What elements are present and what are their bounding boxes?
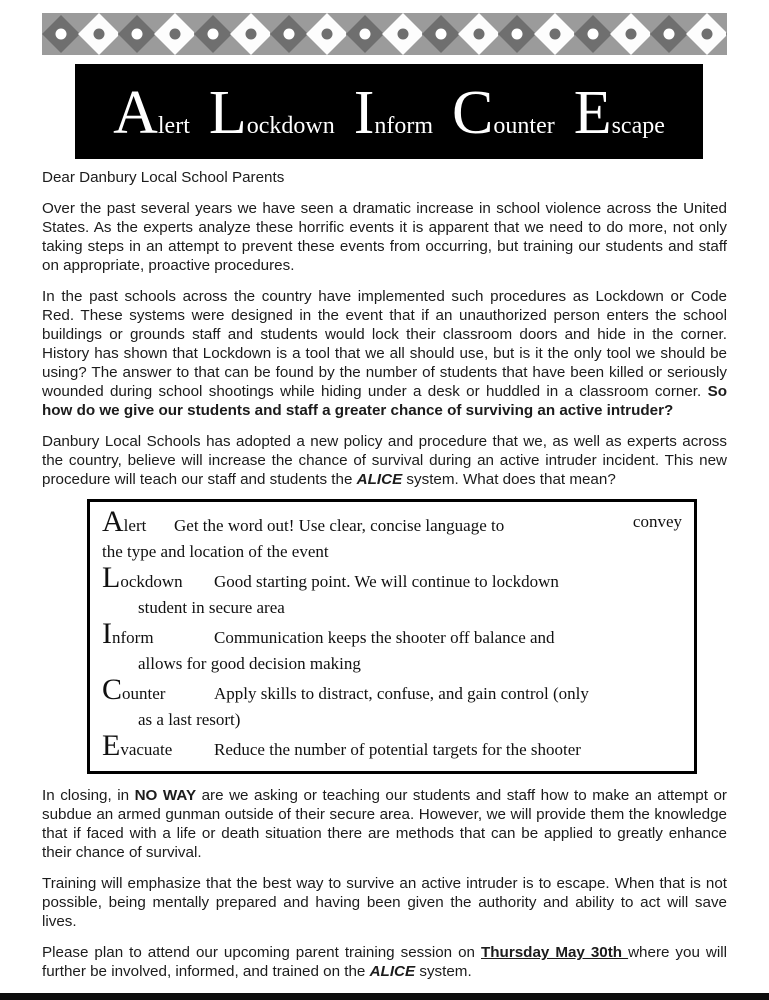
text-segment: are we asking or teaching our students and staff how to make an attempt or subdue an armed gunman outside of their secure area. However, we will provide them the knowledge that if faced with a life or death situation there are methods that can be applied to greatly enhance their chance of survival.: [42, 787, 727, 861]
letter-paragraph: [42, 786, 727, 862]
letter-paragraph: [42, 432, 727, 489]
text-segment: system. What does that mean?: [402, 471, 616, 488]
alice-box-continuation: as a last resort): [138, 710, 241, 729]
text-segment: where you will further be involved, informed, and trained on the: [42, 944, 727, 980]
alice-box-row: [102, 731, 682, 765]
alice-box-term: Counter: [102, 673, 166, 706]
banner-word: [113, 79, 190, 147]
letter-paragraphs-bottom: [42, 786, 727, 981]
alice-box-row: [102, 619, 682, 653]
salutation: Dear Danbury Local School Parents: [42, 169, 285, 186]
banner-word: [353, 79, 434, 147]
banner-word-rest: lert: [157, 113, 190, 139]
alice-box-row: [102, 507, 682, 541]
alice-box-row: [102, 675, 682, 709]
alice-box-description: Get the word out! Use clear, concise language to: [174, 516, 505, 535]
letter-paragraph: [42, 199, 727, 275]
text-segment: NO WAY: [134, 787, 197, 804]
letter-paragraph: [42, 874, 727, 931]
page-bottom-edge: [0, 993, 769, 1000]
text-segment: So how do we give our students and staff a greater chance of surviving an active intruder?: [42, 383, 727, 419]
alice-box-continuation: student in secure area: [138, 598, 285, 617]
alice-definition-box: [87, 499, 697, 774]
text-segment: Danbury Local Schools has adopted a new policy and procedure that we, as well as experts across the country, believe will increase the chance of survival during an active intruder incident. This new procedure will teach our staff and students the: [42, 433, 727, 488]
banner-word-capital: C: [452, 79, 494, 147]
alice-box-continuation: allows for good decision making: [138, 654, 361, 673]
text-segment: ALICE: [356, 471, 403, 488]
alice-box-description: Communication keeps the shooter off balance and: [214, 628, 555, 647]
alice-box-right-text: convey: [632, 512, 682, 531]
letter-paragraphs-top: [42, 199, 727, 489]
alice-box-term: Lockdown: [102, 561, 183, 594]
text-segment: In closing, in: [42, 787, 135, 804]
text-segment: Over the past several years we have seen a dramatic increase in school violence across the United States. As the experts analyze these horrific events it is apparent that we need to do more, not only taking steps in an attempt to prevent these events from occurring, but training our students and staff on appropriate, proactive procedures.: [42, 200, 727, 274]
banner-word: [573, 79, 665, 147]
diamond-pattern-icon: [42, 13, 727, 55]
alice-box-description: Apply skills to distract, confuse, and gain control (only: [214, 684, 589, 703]
letter-paragraph: [42, 943, 727, 981]
text-segment: Please plan to attend our upcoming parent training session on: [42, 944, 481, 961]
text-segment: Thursday May 30th: [480, 944, 629, 961]
alice-box-description: Reduce the number of potential targets for the shooter: [214, 740, 581, 759]
letter-body: [0, 168, 769, 981]
text-segment: ALICE: [369, 963, 416, 980]
banner-word-rest: scape: [611, 113, 665, 139]
banner-word-rest: nform: [374, 113, 434, 139]
alice-box-row: [102, 563, 682, 597]
banner-word-capital: I: [353, 79, 375, 147]
banner-word-capital: E: [573, 79, 612, 147]
text-segment: In the past schools across the country have implemented such procedures as Lockdown or Code Red. These systems were designed in the event that if an unauthorized person enters the school buildings or grounds staff and students would lock their classroom doors and hide in the corner. History has shown that Lockdown is a tool that we all should use, but is it the only tool we should be using? The answer to that can be found by the number of students that have been killed or seriously wounded during school shootings while hiding under a desk or huddled in a classroom corner.: [42, 288, 727, 400]
alice-box-continuation: the type and location of the event: [102, 542, 329, 561]
banner-word-capital: L: [208, 79, 247, 147]
alice-box-term: Alert: [102, 505, 147, 538]
banner-word: [208, 79, 335, 147]
diamond-border-pattern: [42, 13, 727, 55]
banner-word-rest: ounter: [493, 113, 555, 139]
alice-box-term: Evacuate: [102, 729, 173, 762]
alice-box-description: Good starting point. We will continue to lockdown: [214, 572, 559, 591]
banner-word: [452, 79, 555, 147]
banner-word-capital: A: [113, 79, 158, 147]
letter-paragraph: [42, 287, 727, 420]
text-segment: system.: [415, 963, 472, 980]
banner-word-rest: ockdown: [246, 113, 335, 139]
text-segment: Training will emphasize that the best way to survive an active intruder is to escape. When that is not possible, being mentally prepared and having been given the authority and ability to act will save lives.: [42, 875, 727, 930]
alice-box-term: Inform: [102, 617, 154, 650]
alice-banner: [75, 64, 703, 159]
